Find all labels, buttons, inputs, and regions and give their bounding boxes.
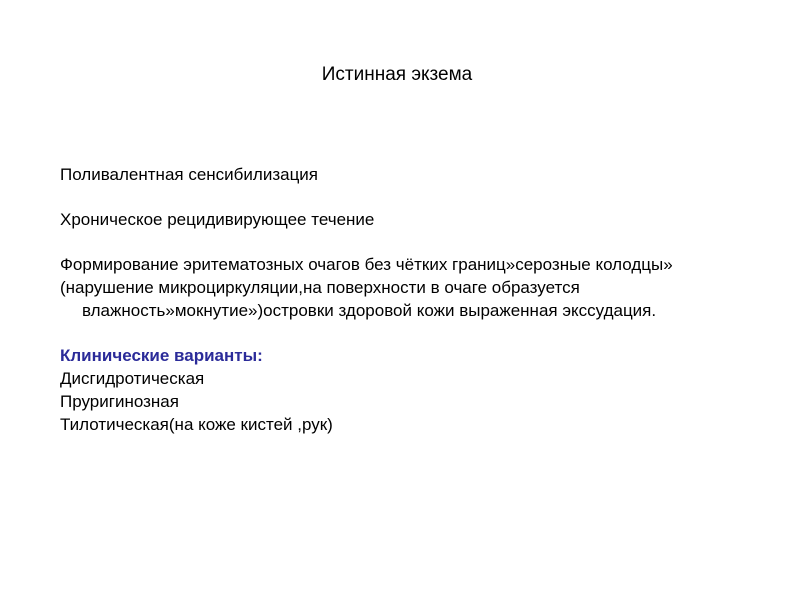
bullet-item-4: (нарушение микроциркуляции,на поверхности в очаге образуется влажность»мокнутие»)островки здоровой кожи выраженная экссудация. <box>60 278 657 320</box>
bullet-item-2: Хроническое рецидивирующее течение <box>60 210 375 229</box>
variants-heading: Клинические варианты: <box>60 346 263 365</box>
slide-content <box>60 163 720 436</box>
bullet-item-3: Формирование эритематозных очагов без чётких границ»серозные колодцы» <box>60 255 673 274</box>
variant-item-2: Пруригинозная <box>60 392 179 411</box>
slide-title: Истинная экзема <box>321 64 473 85</box>
slide-title-container <box>0 63 794 87</box>
bullet-item-1: Поливалентная сенсибилизация <box>60 165 319 184</box>
variant-item-1: Дисгидротическая <box>60 369 205 388</box>
variant-item-3: Тилотическая(на коже кистей ,рук) <box>60 415 333 434</box>
